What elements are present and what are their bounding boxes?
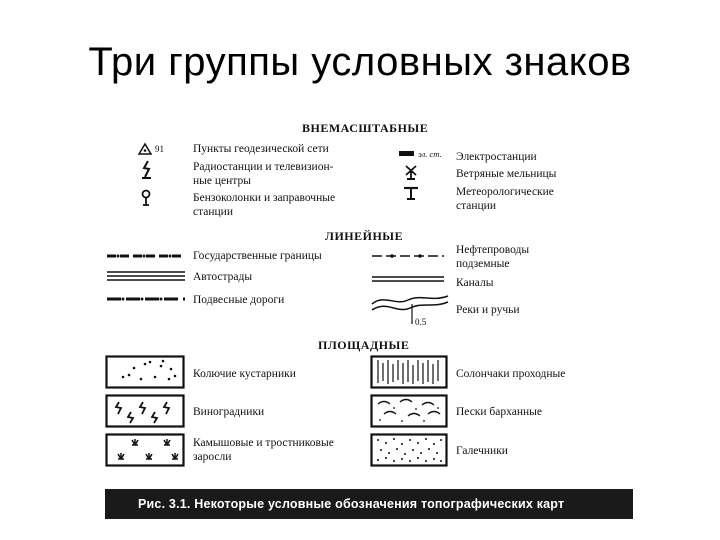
areal-label-salt-marsh: Солончаки проходные [456,368,566,380]
linear-label-pipeline: Нефтепроводы подземные [456,244,530,270]
oil-pipeline-line [370,250,446,262]
linear-label-cable-road: Подвесные дороги [193,294,285,306]
linear-label-canal: Каналы [456,277,494,289]
canal-line [370,274,446,284]
power-station-icon [398,148,454,160]
highway-line [105,270,187,282]
cable-road-line [105,294,187,304]
offscale-label-geodetic: Пункты геодезической сети [193,143,329,155]
figure-caption: Рис. 3.1. Некоторые условные обозначения топографических карт [138,497,565,511]
areal-label-dune-sands: Пески барханные [456,406,542,418]
slide-title: Три группы условных знаков [88,40,632,84]
power-station-mark: эл. ст. [418,149,442,159]
areal-label-reeds: Камышовые и тростниковые заросли [193,437,334,463]
areal-label-pebbles: Галечники [456,445,508,457]
section-heading-offscale: ВНЕМАСШТАБНЫЕ [302,121,429,135]
areal-label-shrubs: Колючие кустарники [193,368,296,380]
offscale-label-radio: Радиостанции и телевизион- ные центры [193,161,334,187]
state-border-line [105,250,187,262]
section-heading-areal: ПЛОЩАДНЫЕ [318,338,410,352]
salt-marsh-box [370,355,448,389]
section-heading-linear: ЛИНЕЙНЫЕ [325,229,404,243]
offscale-label-windmill: Ветряные мельницы [456,168,557,180]
offscale-label-gas: Бензоколонки и заправочные станции [193,192,336,218]
river-mark: 0.5 [415,317,427,327]
reeds-box [105,433,185,467]
areal-label-vineyards: Виноградники [193,406,265,418]
geodetic-point-mark: 91 [155,144,164,154]
dune-sands-box [370,394,448,428]
windmill-icon [402,163,422,181]
thorny-shrubs-box [105,355,185,389]
river-icon [370,290,450,330]
weather-station-icon [402,184,422,202]
vineyards-box [105,394,185,428]
geodetic-point-icon [137,142,177,156]
offscale-label-power: Электростанции [456,151,537,163]
linear-label-river: Реки и ручьи [456,304,520,316]
linear-label-highway: Автострады [193,271,253,283]
offscale-label-weather: Метеорологические станции [456,186,554,212]
gas-station-icon [140,189,154,209]
pebbles-box [370,433,448,467]
linear-label-border: Государственные границы [193,250,322,262]
radio-station-icon [140,160,154,180]
